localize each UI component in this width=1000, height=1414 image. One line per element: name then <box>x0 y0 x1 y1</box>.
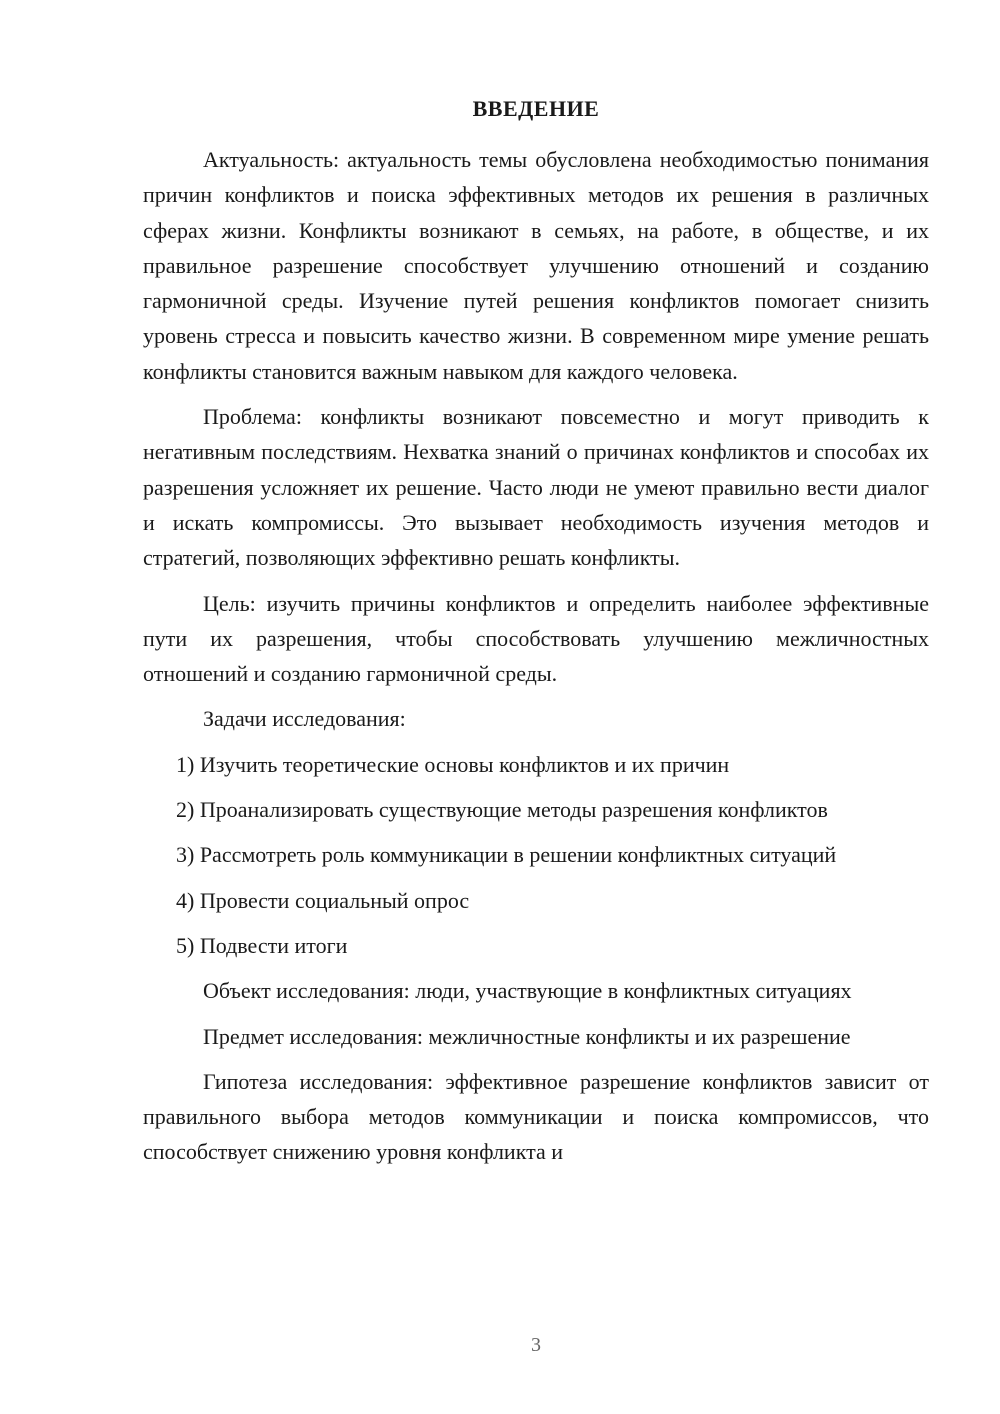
task-item: 4) Провести социальный опрос <box>176 887 470 913</box>
relevance-paragraph: Актуальность: актуальность темы обусловлена необходимостью понимания причин конфликтов и поиска эффективных методов их решения в различных сферах жизни. Конфликты возникают в семьях, на работе, в обществе, и их правильное разрешение способствует улучшению отношений и созданию гармоничной среды. Изучение путей решения конфликтов помогает снизить уровень стресса и повысить качество жизни. В современном мире умение решать конфликты становится важным навыком для каждого человека. <box>143 147 929 384</box>
goal-paragraph: Цель: изучить причины конфликтов и определить наиболее эффективные пути их разрешения, чтобы способствовать улучшению межличностных отношений и созданию гармоничной среды. <box>143 590 929 687</box>
object-paragraph: Объект исследования: люди, участвующие в конфликтных ситуациях <box>203 978 852 1004</box>
page-title: ВВЕДЕНИЕ <box>472 96 600 121</box>
task-item: 1) Изучить теоретические основы конфликтов и их причин <box>176 751 730 777</box>
problem-paragraph: Проблема: конфликты возникают повсеместно и могут приводить к негативным последствиям. Нехватка знаний о причинах конфликтов и способах их разрешения усложняет их решение. Часто люди не умеют правильно вести диалог и искать компромиссы. Это вызывает необходимость изучения методов и стратегий, позволяющих эффективно решать конфликты. <box>143 404 929 571</box>
task-item: 3) Рассмотреть роль коммуникации в решении конфликтных ситуаций <box>176 842 837 868</box>
hypothesis-paragraph: Гипотеза исследования: эффективное разрешение конфликтов зависит от правильного выбора методов коммуникации и поиска компромиссов, что способствует снижению уровня конфликта и <box>143 1068 929 1165</box>
tasks-heading: Задачи исследования: <box>203 706 406 732</box>
page-number: 3 <box>531 1334 541 1356</box>
task-item: 2) Проанализировать существующие методы разрешения конфликтов <box>176 797 828 823</box>
subject-paragraph: Предмет исследования: межличностные конфликты и их разрешение <box>203 1023 851 1049</box>
document-body <box>143 142 929 1180</box>
task-item: 5) Подвести итоги <box>176 932 348 958</box>
